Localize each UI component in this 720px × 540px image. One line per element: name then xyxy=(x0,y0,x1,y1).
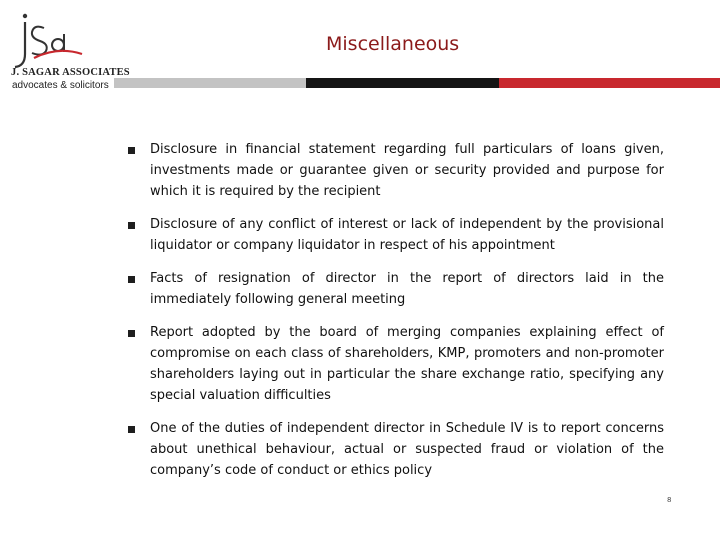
header-band-black xyxy=(306,78,499,88)
jsa-logo xyxy=(10,10,110,90)
header-band-grey xyxy=(114,78,306,88)
square-bullet-icon xyxy=(128,426,135,433)
square-bullet-icon xyxy=(128,330,135,337)
square-bullet-icon xyxy=(128,276,135,283)
logo-firm-name: J. SAGAR ASSOCIATES xyxy=(11,67,130,78)
jsa-logo-mark-icon xyxy=(10,10,110,72)
bullet-text: One of the duties of independent director in Schedule IV is to report concerns about unethical behaviour, actual or suspected fraud or violation of the company’s code of conduct or ethics policy xyxy=(150,421,664,478)
bullet-text: Facts of resignation of director in the report of directors laid in the immediately following general meeting xyxy=(150,271,664,307)
logo-tagline: advocates & solicitors xyxy=(12,80,109,91)
bullet-item xyxy=(128,214,664,256)
square-bullet-icon xyxy=(128,222,135,229)
bullet-text: Disclosure of any conflict of interest or lack of independent by the provisional liquidator or company liquidator in respect of his appointment xyxy=(150,217,664,253)
square-bullet-icon xyxy=(128,147,135,154)
bullet-text: Report adopted by the board of merging companies explaining effect of compromise on each class of shareholders, KMP, promoters and non-promoter shareholders laying out in particular the share exchange ratio, specifying any special valuation difficulties xyxy=(150,325,664,403)
bullet-text: Disclosure in financial statement regarding full particulars of loans given, investments made or guarantee given or security provided and purpose for which it is required by the recipient xyxy=(150,142,664,199)
bullet-item xyxy=(128,418,664,481)
page-number: 8 xyxy=(667,496,672,504)
bullet-item xyxy=(128,268,664,310)
bullet-list xyxy=(128,139,664,493)
slide-title: Miscellaneous xyxy=(326,33,460,55)
bullet-item xyxy=(128,139,664,202)
bullet-item xyxy=(128,322,664,406)
header-band-red xyxy=(499,78,720,88)
